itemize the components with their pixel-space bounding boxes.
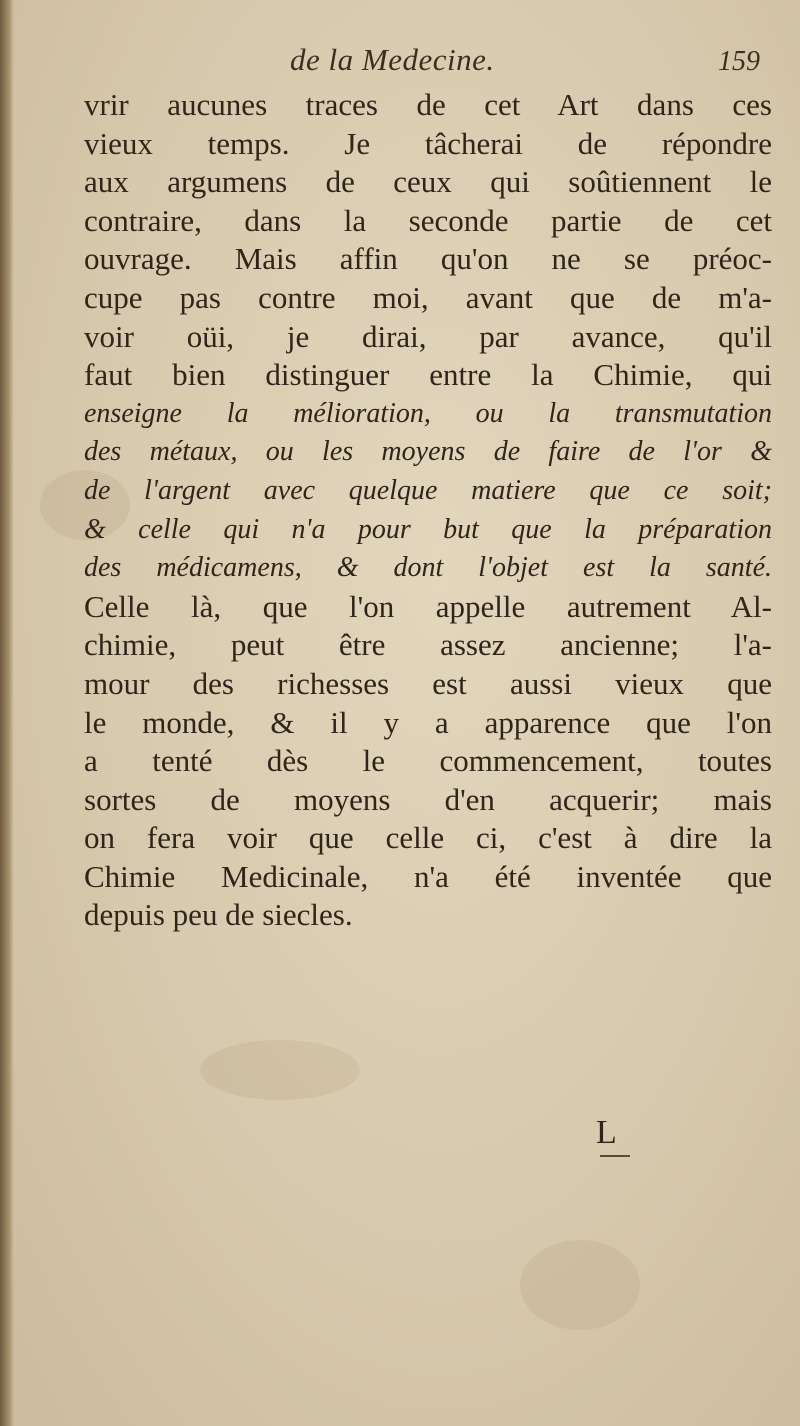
text-line: chimie, peut être assez ancienne; l'a- — [84, 627, 772, 663]
text-line: faut bien distinguer entre la Chimie, qui — [84, 357, 772, 393]
running-head: de la Medecine. — [290, 42, 495, 77]
text-line: Celle là, que l'on appelle autrement Al- — [84, 588, 772, 624]
page-number: 159 — [718, 46, 760, 77]
text-line: voir oüi, je dirai, par avance, qu'il — [84, 318, 772, 354]
text-line: depuis peu de siecles. — [84, 897, 353, 933]
text-line-italic: des métaux, ou les moyens de faire de l'or & — [84, 436, 772, 468]
text-line-italic: des médicamens, & dont l'objet est la santé. — [84, 552, 772, 584]
signature-underline — [600, 1155, 630, 1157]
text-line: contraire, dans la seconde partie de cet — [84, 202, 772, 238]
page-gutter-shadow — [0, 0, 14, 1426]
paper-stain — [520, 1240, 640, 1330]
text-line: ouvrage. Mais affin qu'on ne se préoc- — [84, 241, 772, 277]
text-line: vieux temps. Je tâcherai de répondre — [84, 125, 772, 161]
text-line: mour des richesses est aussi vieux que — [84, 665, 772, 701]
text-line: Chimie Medicinale, n'a été inventée que — [84, 858, 772, 894]
page-header — [80, 40, 760, 90]
paper-stain — [200, 1040, 360, 1100]
text-line-italic: enseigne la mélioration, ou la transmutation — [84, 397, 772, 429]
body-text — [84, 86, 772, 935]
signature-mark: L — [596, 1114, 617, 1151]
text-line: a tenté dès le commencement, toutes — [84, 743, 772, 779]
text-line: le monde, & il y a apparence que l'on — [84, 704, 772, 740]
text-line: vrir aucunes traces de cet Art dans ces — [84, 87, 772, 122]
text-line-italic: & celle qui n'a pour but que la préparation — [84, 513, 772, 545]
text-line: aux argumens de ceux qui soûtiennent le — [84, 164, 772, 200]
text-line-italic: de l'argent avec quelque matiere que ce soit; — [84, 474, 772, 506]
text-line: on fera voir que celle ci, c'est à dire la — [84, 820, 772, 856]
text-line: sortes de moyens d'en acquerir; mais — [84, 781, 772, 817]
text-line: cupe pas contre moi, avant que de m'a- — [84, 279, 772, 315]
